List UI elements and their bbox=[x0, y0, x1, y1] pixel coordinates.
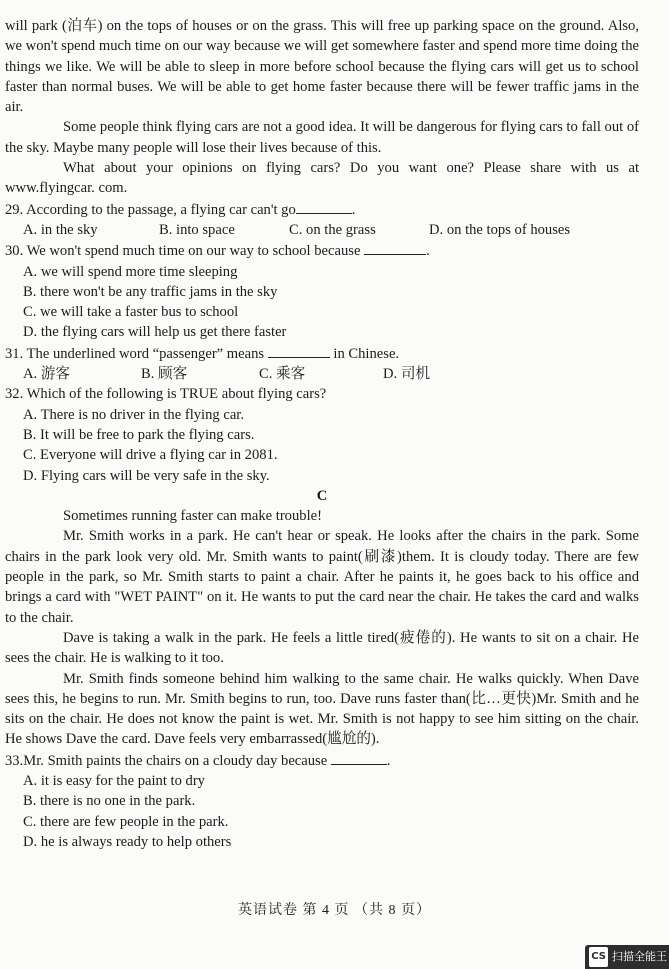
question-end: . bbox=[386, 752, 391, 769]
question-stem: 30. We won't spend much time on our way to school because bbox=[5, 243, 361, 260]
option-a: A. 游客 bbox=[23, 366, 71, 383]
option-d: D. Flying cars will be very safe in the sky. bbox=[23, 467, 270, 484]
option-b: B. into space bbox=[159, 221, 235, 238]
answer-blank bbox=[268, 343, 330, 358]
option-a: A. in the sky bbox=[23, 221, 98, 238]
answer-blank bbox=[364, 240, 426, 255]
question-end: . bbox=[351, 201, 356, 218]
option-d: D. on the tops of houses bbox=[429, 221, 571, 238]
scanner-watermark bbox=[585, 945, 669, 969]
question-31-options bbox=[5, 364, 639, 384]
question-32: 32. Which of the following is TRUE about flying cars? bbox=[5, 386, 327, 403]
passage-paragraph: Some people think flying cars are not a good idea. It will be dangerous for flying cars to fall out of the sky. Maybe many people will lose their lives because of this. bbox=[5, 119, 639, 156]
question-stem: 29. According to the passage, a flying car can't go bbox=[5, 201, 296, 218]
question-30 bbox=[5, 240, 639, 261]
question-29-options bbox=[5, 220, 639, 240]
option-c: C. Everyone will drive a flying car in 2081. bbox=[23, 447, 278, 464]
option-c: C. on the grass bbox=[289, 221, 376, 238]
answer-blank bbox=[296, 199, 352, 214]
exam-page bbox=[5, 16, 639, 852]
question-end: in Chinese. bbox=[333, 345, 400, 362]
passage-paragraph: will park (泊车) on the tops of houses or on the grass. This will free up parking space on the ground. Also, we won't spend much time on our way because we will get somewhere faster and spend more time doing the things we like. We will be able to sleep in more before school because the flying cars will get us to school faster than normal buses. We will be able to get home faster because there will be fewer traffic jams in the air. bbox=[5, 18, 639, 116]
section-label: C bbox=[316, 487, 328, 504]
question-31 bbox=[5, 343, 639, 364]
option-c: C. 乘客 bbox=[259, 366, 306, 383]
passage-paragraph: Mr. Smith finds someone behind him walking to the same chair. He walks quickly. When Dave sees this, he begins to run. Mr. Smith begins to run, too. Dave runs faster than(比…更快)Mr. Smith and he sits on the chair. He does not know the paint is wet. Mr. Smith is not happy to see him sitting on the chair. He shows Dave the card. Dave feels very embarrassed(尴尬的). bbox=[5, 670, 639, 748]
camscanner-logo-icon: CS bbox=[589, 947, 608, 967]
option-a: A. it is easy for the paint to dry bbox=[23, 772, 205, 789]
passage-paragraph: What about your opinions on flying cars? Do you want one? Please share with us at www.flyingcar. com. bbox=[5, 160, 639, 197]
option-b: B. there is no one in the park. bbox=[23, 793, 196, 810]
scanner-watermark-text: 扫描全能王 bbox=[612, 949, 667, 963]
passage-title: Sometimes running faster can make trouble! bbox=[63, 508, 322, 525]
question-stem: 31. The underlined word “passenger” means bbox=[5, 345, 265, 362]
option-c: C. there are few people in the park. bbox=[23, 813, 229, 830]
option-b: B. It will be free to park the flying cars. bbox=[23, 426, 255, 443]
option-b: B. there won't be any traffic jams in the sky bbox=[23, 283, 278, 300]
option-b: B. 顾客 bbox=[141, 366, 188, 383]
answer-blank bbox=[331, 750, 387, 765]
option-a: A. There is no driver in the flying car. bbox=[23, 406, 245, 423]
question-33 bbox=[5, 750, 639, 771]
option-d: D. the flying cars will help us get there faster bbox=[23, 324, 287, 341]
question-end: . bbox=[426, 243, 430, 260]
option-d: D. he is always ready to help others bbox=[23, 833, 232, 850]
page-footer: 英语试卷 第 4 页 （共 8 页） bbox=[238, 903, 431, 918]
question-stem: 33.Mr. Smith paints the chairs on a cloudy day because bbox=[5, 752, 328, 769]
question-29 bbox=[5, 199, 639, 220]
option-d: D. 司机 bbox=[383, 366, 431, 383]
option-a: A. we will spend more time sleeping bbox=[23, 263, 238, 280]
option-c: C. we will take a faster bus to school bbox=[23, 304, 239, 321]
passage-paragraph: Dave is taking a walk in the park. He feels a little tired(疲倦的). He wants to sit on a chair. He sees the chair. He is walking to it too. bbox=[5, 629, 639, 667]
passage-paragraph: Mr. Smith works in a park. He can't hear or speak. He looks after the chairs in the park. Some chairs in the park look very old. Mr. Smith wants to paint(刷漆)them. It is cloudy today. There are few people in the park, so Mr. Smith starts to paint a chair. After he paints it, he goes back to his office and brings a card with "WET PAINT" on it. He wants to put the card near the chair. He takes the card and walks to the chair. bbox=[5, 528, 639, 626]
